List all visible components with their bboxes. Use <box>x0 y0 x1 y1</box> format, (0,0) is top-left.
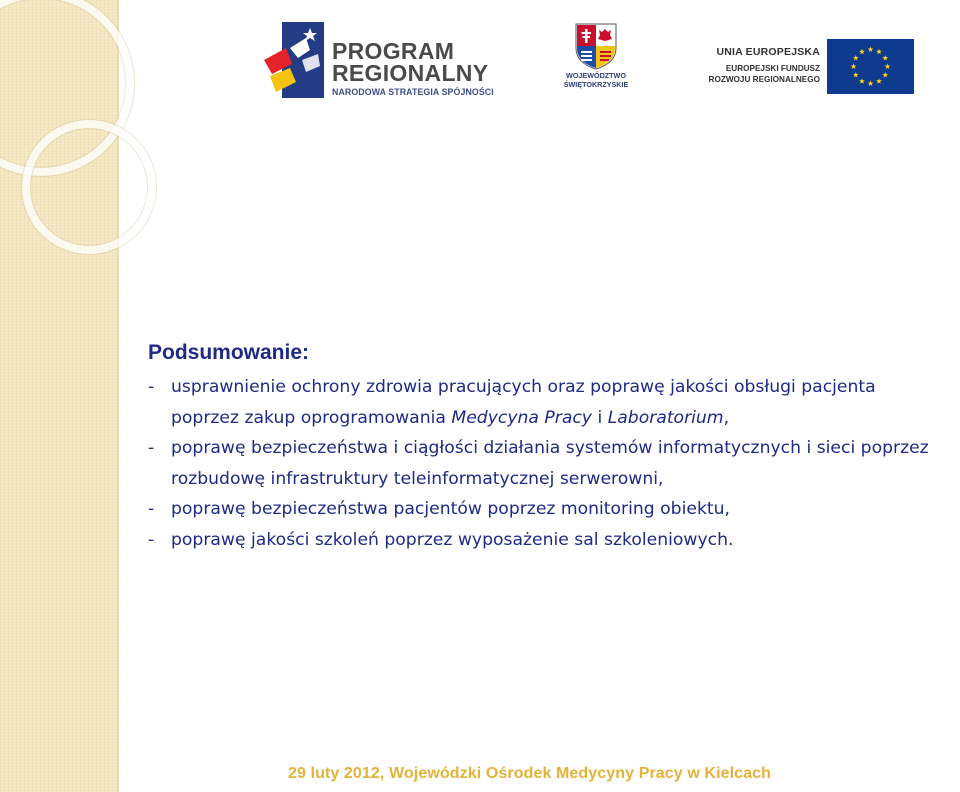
program-logo-line3: NARODOWA STRATEGIA SPÓJNOŚCI <box>332 87 494 97</box>
eu-logo <box>696 36 918 94</box>
side-decoration-strip <box>0 0 119 792</box>
decorative-ring <box>22 120 156 254</box>
list-item <box>148 494 948 525</box>
program-regionalny-emblem-icon <box>262 20 326 100</box>
list-dash: - <box>148 438 155 458</box>
coat-of-arms-icon <box>572 22 620 70</box>
eu-fund-line2: ROZWOJU REGIONALNEGO <box>708 75 820 84</box>
list-dash: - <box>148 377 155 397</box>
summary-section <box>148 340 948 555</box>
software-name-medycyna-pracy: Medycyna Pracy <box>451 407 592 428</box>
program-logo-line1: PROGRAM <box>332 38 455 64</box>
footer-caption: 29 luty 2012, Wojewódzki Ośrodek Medycyny Pracy w Kielcach <box>288 765 772 782</box>
list-item-text: usprawnienie ochrony zdrowia pracujących oraz poprawę jakości obsługi pacjenta poprzez zakup oprogramowania <box>171 377 876 428</box>
list-item <box>148 372 948 433</box>
list-item <box>148 525 948 556</box>
list-item-text: poprawę bezpieczeństwa pacjentów poprzez monitoring obiektu, <box>171 499 730 519</box>
eu-fund-line1: EUROPEJSKI FUNDUSZ <box>725 64 820 73</box>
program-logo-line2: REGIONALNY <box>332 60 489 86</box>
software-name-laboratorium: Laboratorium <box>607 407 724 428</box>
list-item <box>148 433 948 494</box>
voivodeship-logo-line1: WOJEWÓDZTWO <box>566 71 626 80</box>
list-item-text: poprawę jakości szkoleń poprzez wyposażenie sal szkoleniowych. <box>171 529 734 550</box>
list-dash: - <box>148 529 155 550</box>
list-item-text: poprawę bezpieczeństwa i ciągłości działania systemów informatycznych i sieci poprzez rozbudowę infrastruktury teleinformatycznej serwerowni, <box>171 438 929 489</box>
summary-list <box>148 372 948 555</box>
list-item-text-mid: i <box>591 407 608 428</box>
list-dash: - <box>148 499 155 519</box>
program-regionalny-logo <box>262 20 520 100</box>
summary-heading: Podsumowanie: <box>148 341 310 364</box>
eu-logo-title: UNIA EUROPEJSKA <box>716 46 820 58</box>
list-item-text-end: , <box>723 407 730 428</box>
eu-flag-icon <box>827 39 914 94</box>
wojewodztwo-swietokrzyskie-logo <box>560 22 632 96</box>
voivodeship-logo-line2: ŚWIĘTOKRZYSKIE <box>563 80 629 89</box>
